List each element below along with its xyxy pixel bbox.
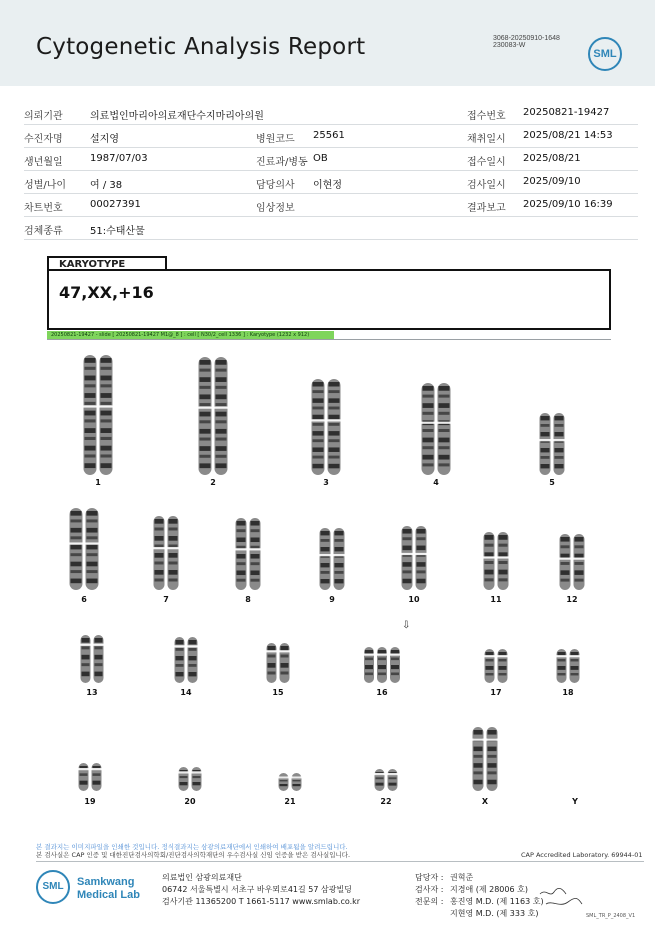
chromosome <box>249 518 261 590</box>
info-label: 임상정보 <box>256 203 295 214</box>
chromosome-label: 16 <box>376 688 388 697</box>
karyotype-tab: KARYOTYPE <box>47 256 167 269</box>
chromosome-label: X <box>481 797 489 806</box>
chromosome-label: 20 <box>184 797 196 806</box>
info-label: 병원코드 <box>256 134 295 145</box>
chromosome-label: 14 <box>180 688 192 697</box>
chromosome <box>559 534 571 590</box>
chromosome-label: 13 <box>86 688 98 697</box>
info-label: 검사일시 <box>467 180 506 191</box>
staff-name: 홍진영 M.D. (제 1163 호) <box>450 897 544 906</box>
chromosome <box>333 528 345 590</box>
chromosome-label: 3 <box>323 478 329 487</box>
chromosome <box>187 637 198 683</box>
chromosome <box>291 773 302 791</box>
chromosome <box>319 528 331 590</box>
sml-logo: SML <box>588 37 622 71</box>
info-value: 1987/07/03 <box>90 153 148 164</box>
info-value: 51:수태산물 <box>90 226 145 237</box>
chromosome <box>278 773 289 791</box>
chromosome <box>174 637 185 683</box>
info-value: 이현정 <box>313 180 342 191</box>
info-row <box>24 101 638 125</box>
chromosome-label: 19 <box>84 797 96 806</box>
info-value: 25561 <box>313 130 345 141</box>
staff-name: 권혁준 <box>450 873 474 882</box>
chromosome <box>539 413 551 475</box>
chromosome <box>153 516 165 590</box>
chromosome-label: 2 <box>210 478 216 487</box>
chromosome <box>484 649 495 683</box>
info-row <box>24 170 638 194</box>
chromosome <box>387 769 398 791</box>
info-value: OB <box>313 153 328 164</box>
chromosome <box>374 769 385 791</box>
info-value: 2025/09/10 16:39 <box>523 199 613 210</box>
info-label: 결과보고 <box>467 203 506 214</box>
chromosome-label: 9 <box>329 595 335 604</box>
chromosome <box>377 647 388 683</box>
staff-name: 지현영 M.D. (제 333 호) <box>450 909 539 918</box>
chromosome <box>497 649 508 683</box>
chromosome <box>486 727 498 791</box>
footer-sml-logo: SML <box>36 870 70 904</box>
chromosome <box>93 635 104 683</box>
chromosome <box>191 767 202 791</box>
lab-name-line2: Medical Lab <box>77 889 140 901</box>
chromosome <box>401 526 413 590</box>
chromosome <box>78 763 89 791</box>
lab-address: 06742 서울특별시 서초구 바우뫼로41길 57 삼광빌딩 <box>162 885 352 894</box>
info-label: 검체종류 <box>24 226 63 237</box>
info-value: 설지영 <box>90 134 119 145</box>
info-label: 진료과/병동 <box>256 157 308 168</box>
info-value: 00027391 <box>90 199 141 210</box>
info-value: 2025/08/21 <box>523 153 581 164</box>
chromosome <box>437 383 451 475</box>
chromosome <box>327 379 341 475</box>
info-value: 여 / 38 <box>90 180 123 191</box>
slide-info-bar: 20250821-19427 - slide [ 20250821-19427 M1@_8 ] : cell [ N30/2_cell 1336 ] : Karyotype (1232 x 912) <box>47 331 334 339</box>
chromosome <box>235 518 247 590</box>
chromosome <box>83 355 97 475</box>
chromosome <box>390 647 401 683</box>
chromosome <box>472 727 484 791</box>
chromosome <box>497 532 509 590</box>
chromosome <box>573 534 585 590</box>
divider <box>47 339 611 340</box>
signature-icon <box>538 884 584 910</box>
report-code-line1: 3068-20250910-1648 <box>493 35 560 42</box>
chromosome-label: 1 <box>95 478 101 487</box>
report-title: Cytogenetic Analysis Report <box>36 34 366 60</box>
chromosome-label: 22 <box>380 797 392 806</box>
chromosome <box>421 383 435 475</box>
lab-org: 의료법인 삼광의료재단 <box>162 873 242 882</box>
chromosome <box>80 635 91 683</box>
info-label: 성별/나이 <box>24 180 67 191</box>
info-label: 접수번호 <box>467 111 506 122</box>
chromosome <box>69 508 83 590</box>
lab-name-line1: Samkwang <box>77 876 135 888</box>
chromosome <box>553 413 565 475</box>
info-label: 수진자명 <box>24 134 63 145</box>
info-row <box>24 193 638 217</box>
info-value: 의료법인마리아의료재단수지마리아의원 <box>90 111 264 122</box>
chromosome <box>91 763 102 791</box>
report-code-line2: 230083-W <box>493 42 526 49</box>
chromosome-label: 15 <box>272 688 284 697</box>
info-label: 생년월일 <box>24 157 63 168</box>
chromosome-label: 17 <box>490 688 502 697</box>
chromosome-label: 21 <box>284 797 296 806</box>
chromosome <box>415 526 427 590</box>
chromosome-label: 11 <box>490 595 502 604</box>
chromosome <box>85 508 99 590</box>
chromosome <box>364 647 375 683</box>
document-id: SML_TR_P_2408_V1 <box>586 913 636 919</box>
staff-role: 검사자 : <box>415 885 444 894</box>
staff-role: 전문의 : <box>415 897 444 906</box>
info-value: 20250821-19427 <box>523 107 610 118</box>
karyotype-value: 47,XX,+16 <box>59 283 154 302</box>
info-row <box>24 216 638 240</box>
extra-chromosome-arrow-icon: ⇩ <box>402 620 411 631</box>
info-label: 차트번호 <box>24 203 63 214</box>
chromosome-label: 7 <box>163 595 169 604</box>
chromosome <box>198 357 212 475</box>
print-notice: 본 결과지는 이미지파일을 인쇄한 것입니다. 정식결과지는 삼광의료재단에서 인쇄하여 배포됨을 알려드립니다. <box>36 843 348 851</box>
staff-role: 담당자 : <box>415 873 444 882</box>
chromosome-label: 10 <box>408 595 420 604</box>
info-label: 의뢰기관 <box>24 111 63 122</box>
info-value: 2025/08/21 14:53 <box>523 130 613 141</box>
karyotype-result-box <box>47 269 611 330</box>
cap-accreditation: CAP Accredited Laboratory. 69944-01 <box>521 851 643 859</box>
chromosome <box>279 643 290 683</box>
info-row <box>24 124 638 148</box>
report-header <box>0 0 655 86</box>
chromosome-label: 8 <box>245 595 251 604</box>
info-label: 접수일시 <box>467 157 506 168</box>
chromosome-label: 5 <box>549 478 555 487</box>
karyogram <box>40 345 640 815</box>
chromosome <box>569 649 580 683</box>
accreditation-notice: 본 검사실은 CAP 인증 및 대한진단검사의학회/진단검사의학재단의 우수검사실 신임 인증을 받은 검사실입니다. <box>36 851 351 859</box>
chromosome-label: 6 <box>81 595 87 604</box>
chromosome-label: 12 <box>566 595 578 604</box>
chromosome <box>483 532 495 590</box>
chromosome <box>99 355 113 475</box>
chromosome-label: 18 <box>562 688 574 697</box>
chromosome <box>266 643 277 683</box>
info-value: 2025/09/10 <box>523 176 581 187</box>
chromosome-label: 4 <box>433 478 439 487</box>
info-label: 채취일시 <box>467 134 506 145</box>
lab-contact: 검사기관 11365200 T 1661-5117 www.smlab.co.kr <box>162 897 361 906</box>
staff-name: 지경애 (제 28006 호) <box>450 885 528 894</box>
chromosome <box>214 357 228 475</box>
chromosome <box>167 516 179 590</box>
info-label: 담당의사 <box>256 180 295 191</box>
info-row <box>24 147 638 171</box>
chromosome <box>556 649 567 683</box>
footer-divider <box>36 861 644 862</box>
chromosome-label: Y <box>572 797 578 806</box>
chromosome <box>311 379 325 475</box>
chromosome <box>178 767 189 791</box>
